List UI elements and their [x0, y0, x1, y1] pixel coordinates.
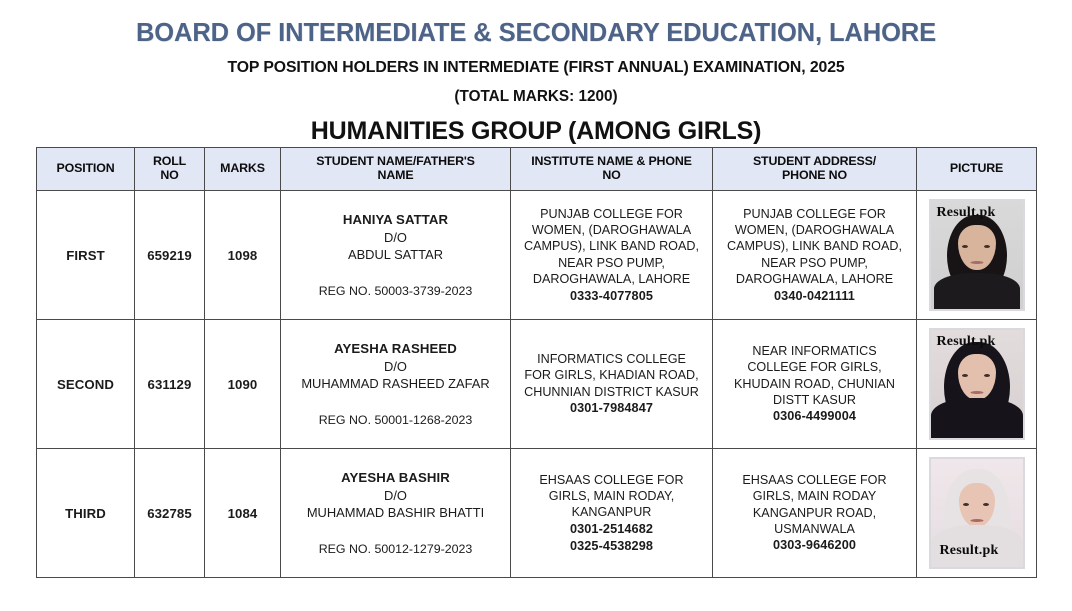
group-title: HUMANITIES GROUP (AMONG GIRLS) [310, 116, 762, 145]
cell-marks: 1098 [205, 191, 281, 320]
student-photo [929, 199, 1025, 311]
cell-roll-no: 632785 [135, 449, 205, 578]
cell-marks: 1090 [205, 320, 281, 449]
relation-label: D/O [384, 229, 407, 245]
institute-line: KANGANPUR [571, 505, 652, 520]
institute-line: NEAR PSO PUMP, [558, 255, 665, 270]
student-address [713, 472, 916, 537]
institute-line: EHSAAS COLLEGE FOR [539, 472, 684, 487]
cell-institute [511, 191, 713, 320]
total-marks-label: (TOTAL MARKS: 1200) [454, 88, 618, 106]
column-header-institute-line1: INSTITUTE NAME & PHONE [531, 154, 692, 169]
board-title: BOARD OF INTERMEDIATE & SECONDARY EDUCATION, LAHORE [135, 19, 937, 47]
father-name: MUHAMMAD RASHEED ZAFAR [301, 376, 490, 392]
student-phone: 0306-4499004 [772, 409, 857, 424]
institute-line: CHUNNIAN DISTRICT KASUR [524, 384, 699, 399]
institute-phone: 0333-4077805 [569, 288, 654, 303]
student-photo [929, 457, 1025, 569]
watermark-text: Result.pk [936, 334, 996, 349]
column-header-address-line2: PHONE NO [782, 168, 847, 182]
address-line: NEAR PSO PUMP, [761, 255, 868, 270]
exam-subtitle: TOP POSITION HOLDERS IN INTERMEDIATE (FIRST ANNUAL) EXAMINATION, 2025 [227, 59, 845, 77]
table-row [37, 320, 1037, 449]
cell-picture [917, 449, 1037, 578]
institute-line: DAROGHAWALA, LAHORE [532, 272, 691, 287]
institute-address [511, 351, 712, 400]
column-header-student-name [281, 148, 511, 191]
column-header-roll-no-line1: ROLL [152, 154, 187, 169]
column-header-position: POSITION [37, 148, 135, 191]
results-table-container [36, 147, 1036, 578]
results-table [36, 147, 1037, 578]
table-header-row [37, 148, 1037, 191]
institute-phone-secondary: 0325-4538298 [569, 538, 654, 553]
cell-institute [511, 449, 713, 578]
cell-picture [917, 191, 1037, 320]
address-line: DAROGHAWALA, LAHORE [735, 272, 894, 287]
institute-line: PUNJAB COLLEGE FOR [540, 206, 683, 221]
student-name: AYESHA RASHEED [334, 341, 457, 357]
cell-picture [917, 320, 1037, 449]
institute-phone: 0301-2514682 [569, 521, 654, 536]
column-header-marks: MARKS [205, 148, 281, 191]
institute-line: GIRLS, MAIN RODAY, [548, 489, 675, 504]
column-header-address [713, 148, 917, 191]
relation-label: D/O [384, 358, 407, 374]
cell-position: THIRD [37, 449, 135, 578]
address-line: GIRLS, MAIN RODAY [752, 489, 877, 504]
cell-student-address [713, 449, 917, 578]
address-line: NEAR INFORMATICS [752, 343, 877, 358]
cell-student-name [281, 191, 511, 320]
father-name: ABDUL SATTAR [347, 247, 444, 263]
registration-number: REG NO. 50003-3739-2023 [318, 283, 473, 298]
cell-position: FIRST [37, 191, 135, 320]
cell-roll-no: 659219 [135, 191, 205, 320]
column-header-roll-no-line2: NO [160, 168, 179, 182]
column-header-student-name-line1: STUDENT NAME/FATHER'S [316, 154, 475, 169]
student-address [713, 206, 916, 288]
institute-line: WOMEN, (DAROGHAWALA [531, 223, 692, 238]
institute-phone: 0301-7984847 [569, 401, 654, 416]
address-line: DISTT KASUR [772, 392, 857, 407]
address-line: CAMPUS), LINK BAND ROAD, [727, 239, 902, 254]
student-name: AYESHA BASHIR [341, 470, 450, 486]
column-header-institute-line2: NO [602, 168, 621, 182]
column-header-student-name-line2: NAME [377, 168, 414, 182]
cell-roll-no: 631129 [135, 320, 205, 449]
address-line: EHSAAS COLLEGE FOR [742, 472, 887, 487]
cell-student-address [713, 191, 917, 320]
relation-label: D/O [384, 487, 407, 503]
address-line: COLLEGE FOR GIRLS, [747, 360, 882, 375]
column-header-address-line1: STUDENT ADDRESS/ [752, 154, 877, 169]
father-name: MUHAMMAD BASHIR BHATTI [306, 505, 485, 521]
address-line: KANGANPUR ROAD, [752, 505, 877, 520]
institute-address [511, 472, 712, 521]
watermark-text: Result.pk [936, 205, 996, 220]
cell-student-name [281, 320, 511, 449]
cell-student-address [713, 320, 917, 449]
cell-student-name [281, 449, 511, 578]
address-line: WOMEN, (DAROGHAWALA [734, 223, 895, 238]
column-header-roll-no [135, 148, 205, 191]
student-phone: 0340-0421111 [774, 288, 855, 303]
cell-marks: 1084 [205, 449, 281, 578]
address-line: KHUDAIN ROAD, CHUNIAN [734, 376, 895, 391]
column-header-picture: PICTURE [917, 148, 1037, 191]
cell-position: SECOND [37, 320, 135, 449]
page-header [0, 0, 1072, 146]
student-photo [929, 328, 1025, 440]
student-name: HANIYA SATTAR [342, 212, 449, 228]
address-line: USMANWALA [774, 521, 855, 536]
institute-line: FOR GIRLS, KHADIAN ROAD, [524, 368, 699, 383]
column-header-institute [511, 148, 713, 191]
student-phone: 0303-9646200 [772, 538, 857, 553]
table-row [37, 449, 1037, 578]
institute-line: INFORMATICS COLLEGE [537, 352, 686, 367]
student-address [713, 343, 916, 408]
registration-number: REG NO. 50012-1279-2023 [318, 541, 473, 556]
watermark-text: Result.pk [939, 543, 999, 558]
cell-institute [511, 320, 713, 449]
table-row [37, 191, 1037, 320]
institute-line: CAMPUS), LINK BAND ROAD, [524, 239, 699, 254]
institute-address [511, 206, 712, 288]
registration-number: REG NO. 50001-1268-2023 [318, 412, 473, 427]
address-line: PUNJAB COLLEGE FOR [743, 206, 886, 221]
